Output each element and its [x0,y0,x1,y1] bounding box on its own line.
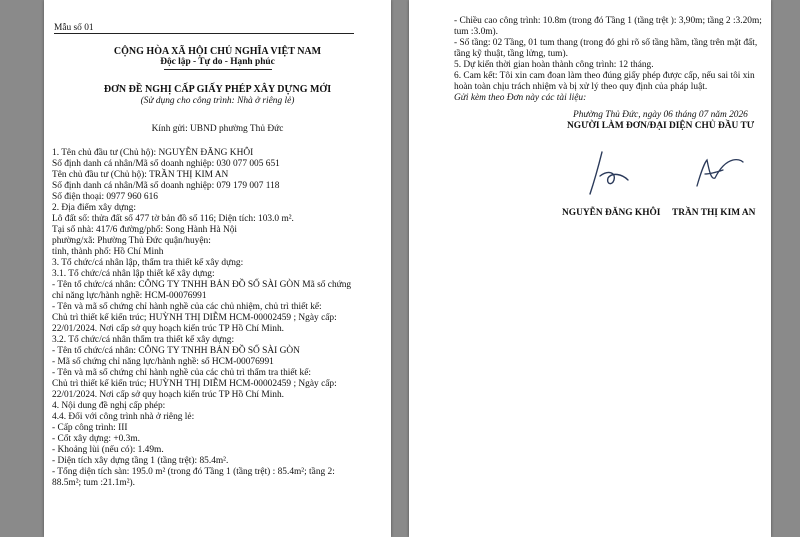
application-body [52,148,387,489]
national-motto: Độc lập - Tự do - Hạnh phúc [160,57,275,67]
body-line: tầng kỹ thuật, tầng lửng, tum). [454,49,568,59]
body-line: - Cấp công trình: III [52,423,128,433]
body-line: - Mã số chứng chỉ năng lực/hành nghề: số HCM-00076991 [52,357,274,367]
signature-tran-thi-kim-an [691,150,746,195]
body-line: - Tên và mã số chứng chỉ hành nghề của các chủ nhiệm, chủ trì thiết kế: [52,302,322,312]
body-line: 22/01/2024. Nơi cấp sở quy hoạch kiến trúc TP Hồ Chí Minh. [52,324,285,334]
body-line: Tên chủ đầu tư (Chủ hộ): TRẦN THỊ KIM AN [52,170,229,180]
header-rule [54,33,354,34]
recipient-line: Kính gửi: UBND phường Thủ Đức [151,124,284,134]
body-line: hoàn toàn chịu trách nhiệm và bị xử lý theo quy định của pháp luật. [454,82,708,92]
form-number: Mẫu số 01 [54,23,94,33]
body-line: Số điện thoại: 0977 960 616 [52,192,158,202]
motto-underline [164,69,272,70]
body-line: tỉnh, thành phố: Hồ Chí Minh [52,247,164,257]
body-line: chỉ năng lực/hành nghề: HCM-00076991 [52,291,207,301]
signer-name-1: NGUYỄN ĐĂNG KHÔI [562,208,661,218]
body-line: Tại số nhà: 417/6 đường/phố: Song Hành Hà Nội [52,225,238,235]
body-line: - Diện tích xây dựng tầng 1 (tầng trệt): 85.4m². [52,456,229,466]
body-line: Số định danh cá nhân/Mã số doanh nghiệp: 030 077 005 651 [52,159,280,169]
document-page-right [409,0,771,537]
body-line: Số định danh cá nhân/Mã số doanh nghiệp: 079 179 007 118 [52,181,280,191]
body-line: Chủ trì thiết kế kiến trúc; HUỲNH THỊ DIỄM HCM-00002459 ; Ngày cấp: [52,379,337,389]
document-subtitle: (Sử dụng cho công trình: Nhà ở riêng lẻ) [140,96,295,106]
body-line: Gửi kèm theo Đơn này các tài liệu: [454,93,587,103]
national-title: CỘNG HÒA XÃ HỘI CHỦ NGHĨA VIỆT NAM [113,46,322,57]
body-line: - Số tầng: 02 Tầng, 01 tum thang (trong đó ghi rõ số tầng hầm, tầng trên mặt đất, [454,38,758,48]
body-line: - Khoảng lùi (nếu có): 1.49m. [52,445,164,455]
document-title: ĐƠN ĐỀ NGHỊ CẤP GIẤY PHÉP XÂY DỰNG MỚI [103,84,332,95]
body-line: - Cốt xây dựng: +0.3m. [52,434,140,444]
body-line: 4. Nội dung đề nghị cấp phép: [52,401,166,411]
body-line: 88.5m²; tum :21.1m²). [52,478,135,488]
body-line: 1. Tên chủ đầu tư (Chủ hộ): NGUYỄN ĐĂNG KHÔI [52,148,254,158]
signer-title: NGƯỜI LÀM ĐƠN/ĐẠI DIỆN CHỦ ĐẦU TƯ [567,121,755,131]
body-line: - Chiều cao công trình: 10.8m (trong đó Tầng 1 (tầng trệt ): 3,90m; tầng 2 :3.20m; [454,16,762,26]
body-line: - Tên tổ chức/cá nhân: CÔNG TY TNHH BẢN ĐỒ SỐ SÀI GÒN Mã số chứng [52,280,352,290]
body-line: - Tổng diện tích sàn: 195.0 m² (trong đó Tầng 1 (tầng trệt) : 85.4m²; tầng 2: [52,467,335,477]
signature-nguyen-dang-khoi [584,148,634,198]
body-line: 3. Tổ chức/cá nhân lập, thẩm tra thiết kế xây dựng: [52,258,244,268]
body-line: 22/01/2024. Nơi cấp sở quy hoạch kiến trúc TP Hồ Chí Minh. [52,390,285,400]
body-line: 3.2. Tổ chức/cá nhân thẩm tra thiết kế xây dựng: [52,335,235,345]
body-line: 5. Dự kiến thời gian hoàn thành công trình: 12 tháng. [454,60,654,70]
application-body-continued [454,16,769,104]
body-line: 4.4. Đối với công trình nhà ở riêng lẻ: [52,412,195,422]
body-line: tum :3.0m). [454,27,499,37]
place-and-date: Phường Thủ Đức, ngày 06 tháng 07 năm 2026 [573,110,748,120]
body-line: - Tên và mã số chứng chỉ hành nghề của các chủ trì thẩm tra thiết kế: [52,368,311,378]
body-line: Lô đất số: thửa đất số 477 tờ bản đồ số 116; Diện tích: 103.0 m². [52,214,294,224]
body-line: 3.1. Tổ chức/cá nhân lập thiết kế xây dựng: [52,269,215,279]
body-line: phường/xã: Phường Thủ Đức quận/huyện: [52,236,211,246]
signer-name-2: TRẦN THỊ KIM AN [672,208,756,218]
document-page-left [44,0,391,537]
body-line: 6. Cam kết: Tôi xin cam đoan làm theo đúng giấy phép được cấp, nếu sai tôi xin [454,71,755,81]
body-line: - Tên tổ chức/cá nhân: CÔNG TY TNHH BẢN ĐỒ SỐ SÀI GÒN [52,346,300,356]
body-line: Chủ trì thiết kế kiến trúc; HUỲNH THỊ DIỄM HCM-00002459 ; Ngày cấp: [52,313,337,323]
body-line: 2. Địa điểm xây dựng: [52,203,136,213]
